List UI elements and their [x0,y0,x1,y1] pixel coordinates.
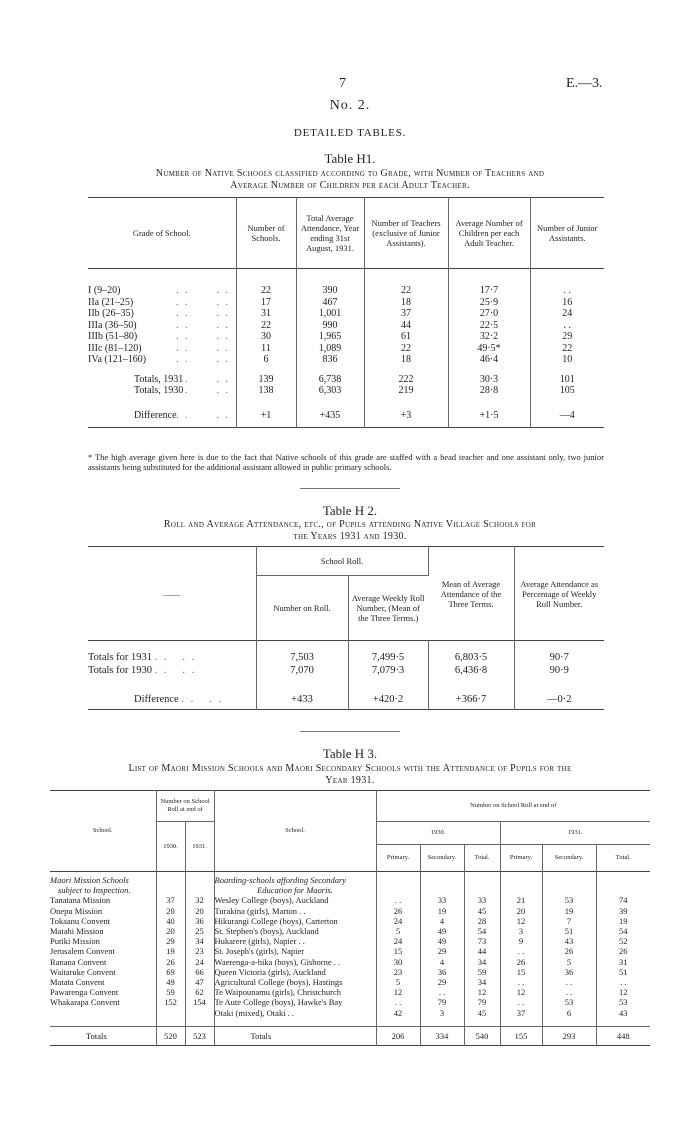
section-number: No. 2. [329,98,371,113]
h3-cell: 47 [185,977,214,987]
h3-header-1931: 1931. [500,822,650,845]
h1-cell-schools: +1 [236,405,296,428]
h1-header-grade: Grade of School. [88,198,236,269]
table-h3 [50,790,650,1046]
h3-cell: Pawarenga Convent [50,987,156,997]
h3-header-primary: Primary. [376,845,420,872]
table-row [50,895,650,905]
table-row: IVa (121–160) . . . . 6 836 18 46·4 10 [88,354,604,366]
h1-cell-teachers: 37 [364,308,448,320]
h3-cell: Waerenga-a-hika (boys), Gisborne . . [214,957,376,967]
h1-row-label: IVa (121–160) [88,354,147,365]
h3-header-total-2: Total. [615,854,631,861]
h3-cell: . . [376,997,420,1007]
h3-cell [156,1008,185,1018]
h1-cell-juniors: 24 [562,308,573,319]
h1-cell-attendance: 836 [296,354,364,366]
table-row [50,906,650,916]
h1-cell-children: 22·5 [448,320,530,332]
h3-total-cell: 155 [500,1026,542,1045]
table-h1-caption-2: Average Number of Children per each Adult Teacher. [230,180,470,191]
h3-cell [50,1008,156,1018]
h1-cell-teachers: 18 [364,297,448,309]
h3-cell: 53 [619,997,628,1008]
h1-cell-children: +1·5 [448,405,530,428]
h1-row-label: IIIb (51–80) [88,331,138,342]
h1-cell-juniors: . . [563,285,571,296]
h2-cell: 6,803·5 [428,651,514,664]
h1-cell-children: 27·0 [448,308,530,320]
h3-cell: 74 [619,895,628,906]
table-row [50,1008,650,1018]
h3-cell: 79 [464,997,500,1007]
h3-cell: 15 [500,967,542,977]
h2-header-roll: Number on Roll. [256,576,348,641]
h3-cell: 33 [464,895,500,905]
h3-cell: Wesley College (boys), Auckland [214,895,376,905]
h1-cell-children: 49·5* [448,343,530,355]
h1-cell-schools: 11 [236,343,296,355]
h1-cell-teachers: +3 [364,405,448,428]
h1-row-label: Difference [134,409,177,421]
h3-cell: 36 [420,967,464,977]
h3-cell: 24 [185,957,214,967]
h3-cell: 32 [185,895,214,905]
h3-header-secondary-2: Secondary. [542,845,596,872]
h1-cell-schools: 22 [236,320,296,332]
h3-cell: 20 [156,906,185,916]
h3-cell: 15 [376,946,420,956]
h3-cell: . . [500,946,542,956]
h3-header-left-1930: 1930. [156,822,185,872]
h3-cell: 19 [619,915,628,926]
h1-cell-schools: 139 [236,374,296,386]
h3-cell: 19 [420,906,464,916]
h3-cell: 23 [376,967,420,977]
h2-cell: 7,503 [256,651,348,664]
h3-cell: 19 [156,946,185,956]
h2-header-dash: —— [88,547,256,641]
page-number: 7 [339,76,346,91]
h2-header-weekly: Average Weekly Roll Number, (Mean of the Three Terms.) [351,593,425,623]
h1-cell-schools: 6 [236,354,296,366]
h1-row-label: Totals, 1931 [134,373,184,385]
h3-header-1930: 1930. [376,822,500,845]
h3-cell: St. Stephen's (boys), Auckland [214,926,376,936]
h3-cell: 29 [420,977,464,987]
h3-left-heading-2: subject to Inspection. [50,885,156,895]
h3-totals-row [50,1026,650,1045]
h2-cell: 6,436·8 [428,664,514,677]
h1-cell-teachers: 44 [364,320,448,332]
h3-cell: . . [500,977,542,987]
h3-cell: Waitaruke Convent [50,967,156,977]
h3-total-cell: 206 [376,1026,420,1045]
table-h2-title: Table H 2. [322,503,378,518]
h3-cell: 152 [156,997,185,1007]
table-row: IIb (26–35) . . . . 31 1,001 37 27·0 24 [88,308,604,320]
h1-cell-children: 28·8 [448,385,530,397]
h3-cell: 49 [420,926,464,936]
h3-cell: 26 [500,957,542,967]
h1-header-schools: Number of Schools. [236,198,296,269]
h3-cell: 26 [156,957,185,967]
table-h1-title: Table H1. [324,151,376,166]
h1-row-label: IIIa (36–50) [88,319,137,331]
table-row: Totals for 1931 . . . . 7,503 7,499·5 6,803·5 90·7 [88,651,604,664]
h2-difference-label: Difference [134,693,179,705]
h3-cell: Matahi Mission [50,926,156,936]
h3-total-cell: 520 [156,1026,185,1045]
h3-cell: 28 [464,916,500,926]
h3-cell: 53 [542,997,596,1007]
h3-cell: 40 [156,916,185,926]
h3-cell: 37 [156,895,185,905]
h3-cell: 51 [619,966,628,977]
h3-header-total: Total. [464,845,500,872]
h3-header-left-1931: 1931. [185,822,214,872]
h3-cell: Jerusalem Convent [50,946,156,956]
h1-cell-teachers: 22 [364,285,448,297]
detailed-tables-heading: DETAILED TABLES. [293,127,407,139]
h3-cell: 49 [156,977,185,987]
h2-cell: 90·9 [549,665,569,676]
h1-cell-children: 25·9 [448,297,530,309]
h1-cell-schools: 138 [236,385,296,397]
table-h3-title: Table H 3. [322,746,378,761]
table-row: I (9–20) . . . . 22 390 22 17·7 . . [88,285,604,297]
h3-cell: . . [542,977,596,987]
table-row [50,936,650,946]
h3-total-cell: Totals [50,1026,156,1045]
h3-cell: 23 [185,946,214,956]
h1-cell-teachers: 22 [364,343,448,355]
h3-cell: 66 [185,967,214,977]
h1-cell-schools: 31 [236,308,296,320]
h3-cell: 31 [619,956,628,967]
h3-cell: Queen Victoria (girls), Auckland [214,967,376,977]
h1-cell-attendance: 6,738 [296,374,364,386]
h3-cell: 36 [542,967,596,977]
h3-cell: Hukarere (girls), Napier . . [214,936,376,946]
h3-cell: 5 [376,977,420,987]
h3-cell: 62 [185,987,214,997]
h2-header-pct: Average Attendance as Percentage of Weekly Roll Number. [520,578,599,609]
h3-cell: 34 [185,936,214,946]
h3-cell: 3 [500,926,542,936]
h3-cell: 39 [619,905,628,916]
table-h2 [88,546,604,710]
h1-cell-teachers: 222 [364,374,448,386]
h3-cell: 34 [464,977,500,987]
h3-cell: 12 [619,987,628,998]
h3-cell: 34 [464,957,500,967]
h3-cell: Agricultural College (boys), Hastings [214,977,376,987]
table-h2-caption-2: the Years 1931 and 1930. [293,531,407,542]
h2-cell: +420·2 [348,689,428,710]
h3-total-cell: 293 [542,1026,596,1045]
h3-cell: 30 [376,957,420,967]
h3-cell: Putiki Mission [50,936,156,946]
h3-cell: Tanatana Mission [50,895,156,905]
table-row: Totals, 1931 . . . . 139 6,738 222 30·3 101 [88,374,604,386]
h3-cell: 33 [420,895,464,905]
h1-cell-schools: 17 [236,297,296,309]
h3-cell: . . [620,977,627,988]
h3-cell: Whakarapa Convent [50,997,156,1007]
h1-cell-attendance: 390 [296,285,364,297]
table-h1-footnote: * The high average given here is due to the fact that Native schools of this grade are staffed with a head teacher and one assistant only, two junior assistants being substituted for the additional assistant allowed in public primary schools. [88,452,604,472]
h3-cell: 43 [619,1007,628,1018]
h3-cell: Hikurangi College (boys), Carterton [214,916,376,926]
h3-cell: 37 [500,1008,542,1018]
h1-header-teachers: Number of Teachers (exclusive of Junior Assistants). [364,198,448,269]
h3-cell: 9 [500,936,542,946]
h3-total-cell: 540 [464,1026,500,1045]
h3-cell: . . [500,997,542,1007]
h1-cell-children: 46·4 [448,354,530,366]
h1-header-children: Average Number of Children per each Adult Teacher. [448,198,530,269]
table-h3-caption-2: Year 1931. [325,775,375,786]
h3-cell: 52 [619,936,628,947]
h3-cell: 3 [420,1008,464,1018]
h2-cell: +366·7 [428,689,514,710]
h3-cell [185,1008,214,1018]
h3-cell: 12 [500,987,542,997]
h3-cell: 7 [542,916,596,926]
h1-cell-juniors: 101 [559,373,575,385]
h3-cell: Otaki (mixed), Otaki . . [214,1008,376,1018]
h2-cell: 90·7 [549,652,569,663]
h3-cell: 4 [420,957,464,967]
h1-cell-attendance: 1,089 [296,343,364,355]
h3-cell: St. Joseph's (girls), Napier [214,946,376,956]
h3-cell: 69 [156,967,185,977]
h3-cell: 36 [185,916,214,926]
h3-cell: 4 [420,916,464,926]
h3-cell: 59 [156,987,185,997]
table-row [50,957,650,967]
table-row: IIa (21–25) . . . . 17 467 18 25·9 16 [88,297,604,309]
h1-cell-teachers: 18 [364,354,448,366]
h3-cell: 24 [376,936,420,946]
page-ref: E.—3. [566,76,603,91]
table-row: IIIa (36–50) . . . . 22 990 44 22·5 . . [88,320,604,332]
h1-cell-schools: 30 [236,331,296,343]
h3-cell: 53 [542,895,596,905]
h3-cell: . . [376,895,420,905]
h3-total-cell: 334 [420,1026,464,1045]
h3-cell: 79 [420,997,464,1007]
h3-header-roll-end-2: Number on School Roll at end of [376,791,650,822]
h1-cell-juniors: 16 [562,296,573,308]
table-row: IIIc (81–120) . . . . 11 1,089 22 49·5* 22 [88,343,604,355]
h3-cell: Tokaanu Convent [50,916,156,926]
h1-cell-attendance: 467 [296,297,364,309]
h2-header-mean: Mean of Average Attendance of the Three Terms. [428,547,514,641]
table-row [50,916,650,926]
h3-cell: 5 [542,957,596,967]
h3-cell: 24 [376,916,420,926]
h3-header-secondary: Secondary. [420,845,464,872]
h1-cell-attendance: +435 [296,405,364,428]
h3-header-roll-end: Number on School Roll at end of [156,791,214,822]
h3-total-cell: 448 [616,1030,630,1041]
table-h1 [88,197,604,428]
h2-cell: —0·2 [547,693,572,705]
h3-cell: 20 [185,906,214,916]
h2-cell: 7,079·3 [348,664,428,677]
h3-cell: Turakina (girls), Marton . . [214,906,376,916]
table-row: Totals, 1930 . . . . 138 6,303 219 28·8 105 [88,385,604,397]
h3-cell: 12 [376,987,420,997]
h3-cell: 154 [185,997,214,1007]
h3-cell: Ranana Convent [50,957,156,967]
h1-cell-attendance: 1,965 [296,331,364,343]
h1-cell-juniors: 22 [562,342,573,354]
h1-cell-schools: 22 [236,285,296,297]
table-h2-caption-1: Roll and Average Attendance, etc., of Pupils attending Native Village Schools for [163,519,537,530]
table-row [50,987,650,997]
h3-cell: Te Waipounamu (girls), Christchurch [214,987,376,997]
h1-row-label: IIa (21–25) [88,296,134,308]
h1-header-attendance: Total Average Attendance, Year ending 31st August, 1931. [296,198,364,269]
h1-row-label: IIIc (81–120) [88,342,142,354]
h3-cell: . . [542,987,596,997]
h3-cell: 25 [185,926,214,936]
h1-cell-children: 30·3 [448,374,530,386]
h1-row-label: Totals, 1930 [134,385,184,396]
h2-cell: 7,070 [256,664,348,677]
h3-cell: 42 [376,1008,420,1018]
table-h3-caption-1: List of Maori Mission Schools and Maori Secondary Schools with the Attendance of Pupils for the [128,763,572,774]
table-row: IIIb (51–80) . . . . 30 1,965 61 32·2 29 [88,331,604,343]
h3-cell: 12 [500,916,542,926]
h2-cell: 7,499·5 [348,651,428,664]
h3-cell: 20 [156,926,185,936]
table-row [50,946,650,956]
h1-cell-children: 32·2 [448,331,530,343]
h3-cell: 26 [542,946,596,956]
h2-cell: +433 [256,689,348,710]
h3-cell: 49 [420,936,464,946]
h1-cell-attendance: 990 [296,320,364,332]
h3-cell: 26 [619,946,628,957]
h1-row-label: I (9–20) [88,285,121,296]
h1-cell-attendance: 6,303 [296,385,364,397]
h3-left-heading-1: Maori Mission Schools [50,872,156,886]
h3-cell: 43 [542,936,596,946]
h1-cell-teachers: 61 [364,331,448,343]
h3-cell: 45 [464,906,500,916]
h3-cell: 59 [464,967,500,977]
h3-header-school-2: School. [214,791,376,872]
h1-row-label: IIb (26–35) [88,308,134,319]
h3-cell: . . [420,987,464,997]
h1-cell-juniors: 105 [559,385,575,396]
h3-cell: 51 [542,926,596,936]
h2-row-label: Totals for 1930 [88,665,153,676]
h3-total-cell: 523 [185,1026,214,1045]
h3-cell: 21 [500,895,542,905]
h3-cell: 44 [464,946,500,956]
h3-cell: 6 [542,1008,596,1018]
h3-right-heading-1: Boarding-schools affording Secondary [214,872,376,886]
table-row [50,967,650,977]
h1-cell-juniors: —4 [559,409,575,421]
table-row [50,977,650,987]
h3-cell: Matata Convent [50,977,156,987]
h3-cell: 19 [542,906,596,916]
h3-header-primary-2: Primary. [500,845,542,872]
h1-cell-children: 17·7 [448,285,530,297]
h1-cell-attendance: 1,001 [296,308,364,320]
table-row: Totals for 1930 . . . . 7,070 7,079·3 6,436·8 90·9 [88,664,604,677]
h3-right-heading-2: Education for Maoris. [214,885,376,895]
h3-cell: 54 [619,926,628,937]
h3-cell: 54 [464,926,500,936]
h2-header-school-roll: School Roll. [256,547,428,576]
h3-cell: Onepu Mission [50,906,156,916]
h3-cell: 5 [376,926,420,936]
h3-cell: 45 [464,1008,500,1018]
table-row [50,997,650,1007]
h1-cell-juniors: 10 [562,354,573,365]
h3-header-school: School. [50,791,156,872]
h3-cell: 29 [420,946,464,956]
h3-cell: 26 [376,906,420,916]
table-row: Difference . . . . +433 +420·2 +366·7 —0·2 [88,689,604,710]
h3-cell: 29 [156,936,185,946]
h3-total-cell: Totals [214,1026,376,1045]
h1-cell-teachers: 219 [364,385,448,397]
table-h1-caption-1: Number of Native Schools classified according to Grade, with Number of Teachers and [155,168,545,179]
table-row [50,926,650,936]
h2-row-label: Totals for 1931 [88,652,153,663]
h3-cell: 20 [500,906,542,916]
h1-cell-juniors: . . [563,319,571,331]
h3-cell: Te Aute College (boys), Hawke's Bay [214,997,376,1007]
h1-header-juniors: Number of Junior Assistants. [537,223,598,243]
h1-cell-juniors: 29 [562,331,573,342]
table-row: Difference . . . . +1 +435 +3 +1·5 —4 [88,405,604,428]
h3-cell: 12 [464,987,500,997]
h3-cell: 73 [464,936,500,946]
